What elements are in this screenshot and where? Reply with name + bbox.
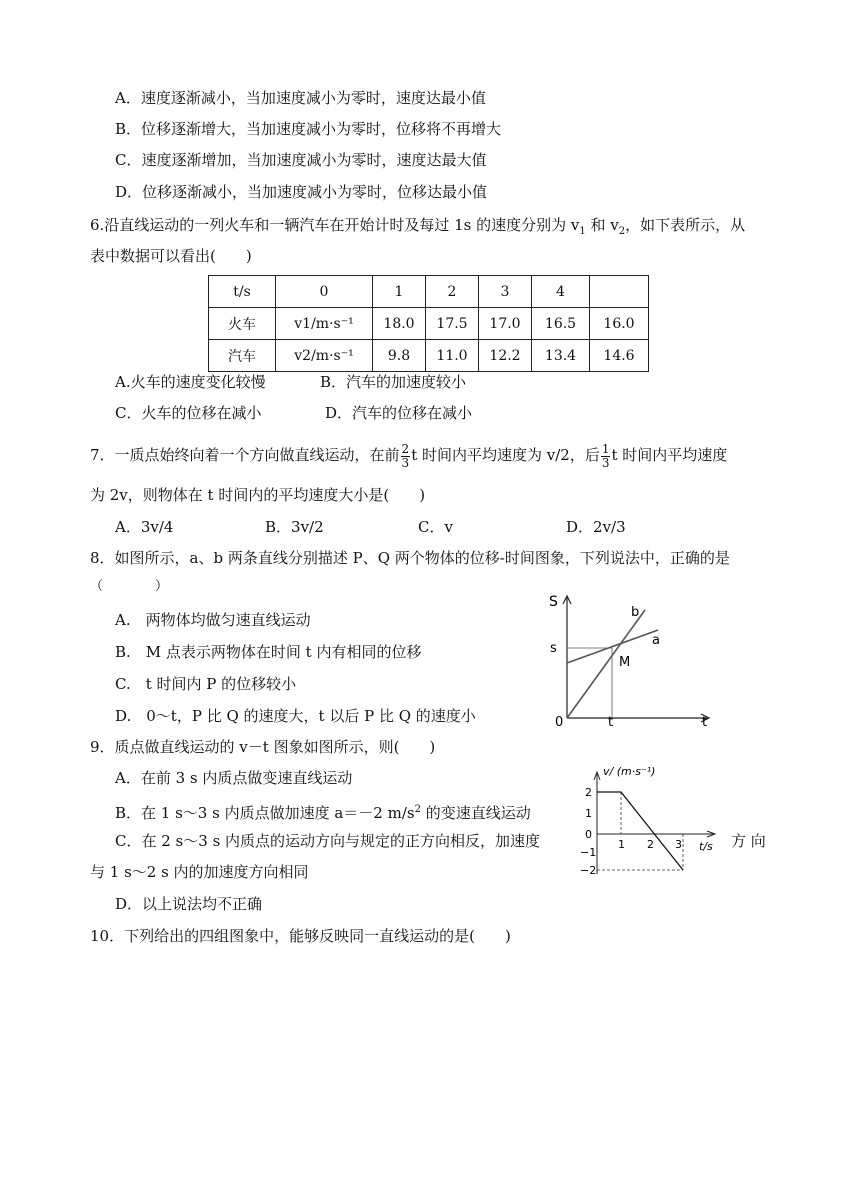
q7-option-d: D．2v/3 [566,518,626,536]
table-row [209,308,649,340]
table-cell: 16.0 [590,308,649,340]
table-cell: 0 [276,276,373,308]
table-cell: 3 [479,276,532,308]
q5-option-c: C．速度逐渐增加，当加速度减小为零时，速度达最大值 [115,151,487,169]
v-tick-2: 2 [585,786,592,799]
table-cell: v1/m·s⁻¹ [276,308,373,340]
v-tick-neg2: −2 [580,864,597,877]
table-cell: 17.0 [479,308,532,340]
s-axis-label: S [549,594,558,610]
q5-option-b: B．位移逐渐增大，当加速度减小为零时，位移将不再增大 [115,120,502,138]
q9-stem: 9．质点做直线运动的 v－t 图象如图所示，则( ) [90,738,436,756]
line-a-label: a [652,633,660,648]
t-axis-label: t/s [699,840,713,853]
table-cell: 4 [532,276,590,308]
fraction-two-thirds: $\frac{2}{3}$ [401,441,410,470]
t-tick-label: t [608,715,614,728]
v-axis-label: v/ (m·s⁻¹) [603,765,656,778]
table-cell: 汽车 [209,340,276,372]
q5-option-a: A．速度逐渐减小，当加速度减小为零时，速度达最小值 [115,89,486,107]
table-cell: 14.6 [590,340,649,372]
line-a [567,630,658,663]
q9-option-c-line2: 与 1 s～2 s 内的加速度方向相同 [90,863,309,881]
table-cell: 火车 [209,308,276,340]
t-tick-3: 3 [675,838,682,851]
table-cell: 11.0 [426,340,479,372]
table-row [209,276,649,308]
q6-option-a: A.火车的速度变化较慢 [115,373,266,391]
table-cell: 18.0 [373,308,426,340]
velocity-curve [597,792,683,870]
line-b [567,610,645,718]
q8-option-d: D. 0～t，P 比 Q 的速度大，t 以后 P 比 Q 的速度小 [115,707,476,725]
q9-option-c-tail: 方 向 [731,832,766,850]
q8-option-a: A. 两物体均做匀速直线运动 [115,611,311,629]
table-cell: 2 [426,276,479,308]
v-tick-1: 1 [585,807,592,820]
table-cell: 17.5 [426,308,479,340]
q8-option-b: B. M 点表示两物体在时间 t 内有相同的位移 [115,643,422,661]
q10-stem: 10．下列给出的四组图象中，能够反映同一直线运动的是( ) [90,927,511,945]
table-cell: v2/m·s⁻¹ [276,340,373,372]
table-cell: 12.2 [479,340,532,372]
q7-stem-line2: 为 2v，则物体在 t 时间内的平均速度大小是( ) [90,486,426,504]
q9-option-a: A．在前 3 s 内质点做变速直线运动 [115,769,353,787]
table-cell: 9.8 [373,340,426,372]
v-tick-neg1: −1 [580,846,597,859]
table-cell: 16.5 [532,308,590,340]
fraction-one-third: $\frac{1}{3}$ [601,441,610,470]
q8-stem: 8．如图所示，a、b 两条直线分别描述 P、Q 两个物体的位移-时间图象，下列说法中，正确的是 [90,549,730,567]
line-b-label: b [631,605,640,620]
table-row [209,340,649,372]
q8-option-c: C. t 时间内 P 的位移较小 [115,675,297,693]
q9-option-c-line1: C．在 2 s～3 s 内质点的运动方向与规定的正方向相反，加速度 [115,832,541,850]
q8-answer-paren: （ ） [90,579,169,594]
q7-option-b: B．3v/2 [265,518,324,536]
origin-label: 0 [555,715,564,728]
t-tick-2: 2 [647,838,654,851]
q7-stem-line1: 7．一质点始终向着一个方向做直线运动，在前 $\frac{2}{3}$ t 时间内平均速度为 v/2，后 $\frac{1}{3}$ t 时间内平均速度 [90,441,728,470]
q6-data-table [208,275,649,372]
q7-option-c: C．v [418,518,453,536]
t-axis-label: t [702,715,708,728]
point-m-label: M [619,655,631,670]
q8-position-time-graph [545,588,720,728]
t-tick-1: 1 [618,838,625,851]
q6-option-d: D．汽车的位移在减小 [325,404,473,422]
q9-option-d: D．以上说法均不正确 [115,895,263,913]
table-cell [590,276,649,308]
table-cell: 13.4 [532,340,590,372]
q9-velocity-time-graph [575,762,725,880]
q6-option-c: C．火车的位移在减小 [115,404,262,422]
s-tick-label: s [550,641,557,656]
q5-option-d: D．位移逐渐减小，当加速度减小为零时，位移达最小值 [115,183,488,201]
table-cell: t/s [209,276,276,308]
table-cell: 1 [373,276,426,308]
q6-stem-line2: 表中数据可以看出( ) [90,247,252,265]
v-tick-0: 0 [585,828,592,841]
q7-option-a: A．3v/4 [115,518,174,536]
q6-option-b: B．汽车的加速度较小 [320,373,467,391]
q9-option-b: B．在 1 s～3 s 内质点做加速度 a＝－2 $m/s^2$ 的变速直线运动 [115,804,531,822]
q6-stem-line1: 6.沿直线运动的一列火车和一辆汽车在开始计时及每过 1s 的速度分别为 $v_1$ 和 $v_2$，如下表所示，从 [90,216,746,237]
